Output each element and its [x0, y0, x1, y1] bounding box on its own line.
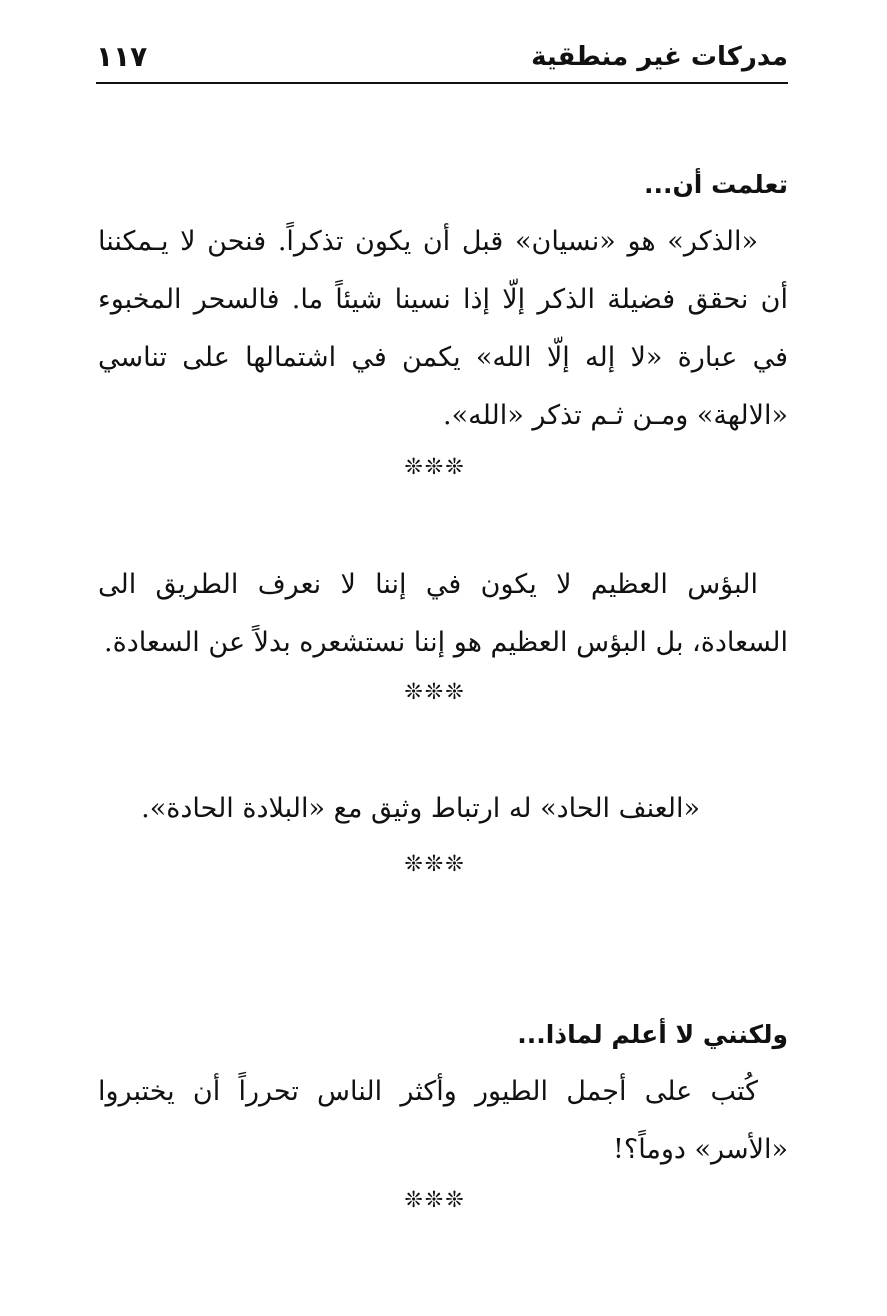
- section-paragraph: «الذكر» هو «نسيان» قبل أن يكون تذكراً. فنحن لا يـمكننا أن نحقق فضيلة الذكر إلّا إذا نسينا شيئاً ما. فالسحر المخبوء في عبارة «لا إله إلّا الله» يكمن في اشتمالها على تناسي «الالهة» ومـن ثـم تذكر «الله».: [98, 226, 788, 431]
- section-heading: ولكنني لا أعلم لماذا...: [517, 1020, 788, 1049]
- section-separator: ❊❊❊: [404, 852, 466, 877]
- section-captivity: [98, 1020, 788, 1179]
- section-separator: ❊❊❊: [404, 680, 466, 705]
- running-header: [96, 38, 788, 84]
- page-number: ١١٧: [96, 40, 148, 73]
- section-heading: تعلمت أن...: [643, 170, 788, 199]
- section-paragraph: كُتب على أجمل الطيور وأكثر الناس تحرراً أن يختبروا «الأسر» دوماً؟!: [98, 1076, 788, 1165]
- section-learned: [98, 170, 788, 445]
- section-separator: ❊❊❊: [404, 1188, 466, 1213]
- section-paragraph: البؤس العظيم لا يكون في إننا لا نعرف الطريق الى السعادة، بل البؤس العظيم هو إننا نستشعره بدلاً عن السعادة.: [98, 569, 788, 658]
- running-title: مدركات غير منطقية: [531, 42, 788, 72]
- section-violence: [98, 780, 788, 838]
- section-separator: ❊❊❊: [404, 455, 466, 480]
- section-paragraph: «العنف الحاد» له ارتباط وثيق مع «البلادة الحادة».: [141, 793, 700, 824]
- section-misery: [98, 556, 788, 672]
